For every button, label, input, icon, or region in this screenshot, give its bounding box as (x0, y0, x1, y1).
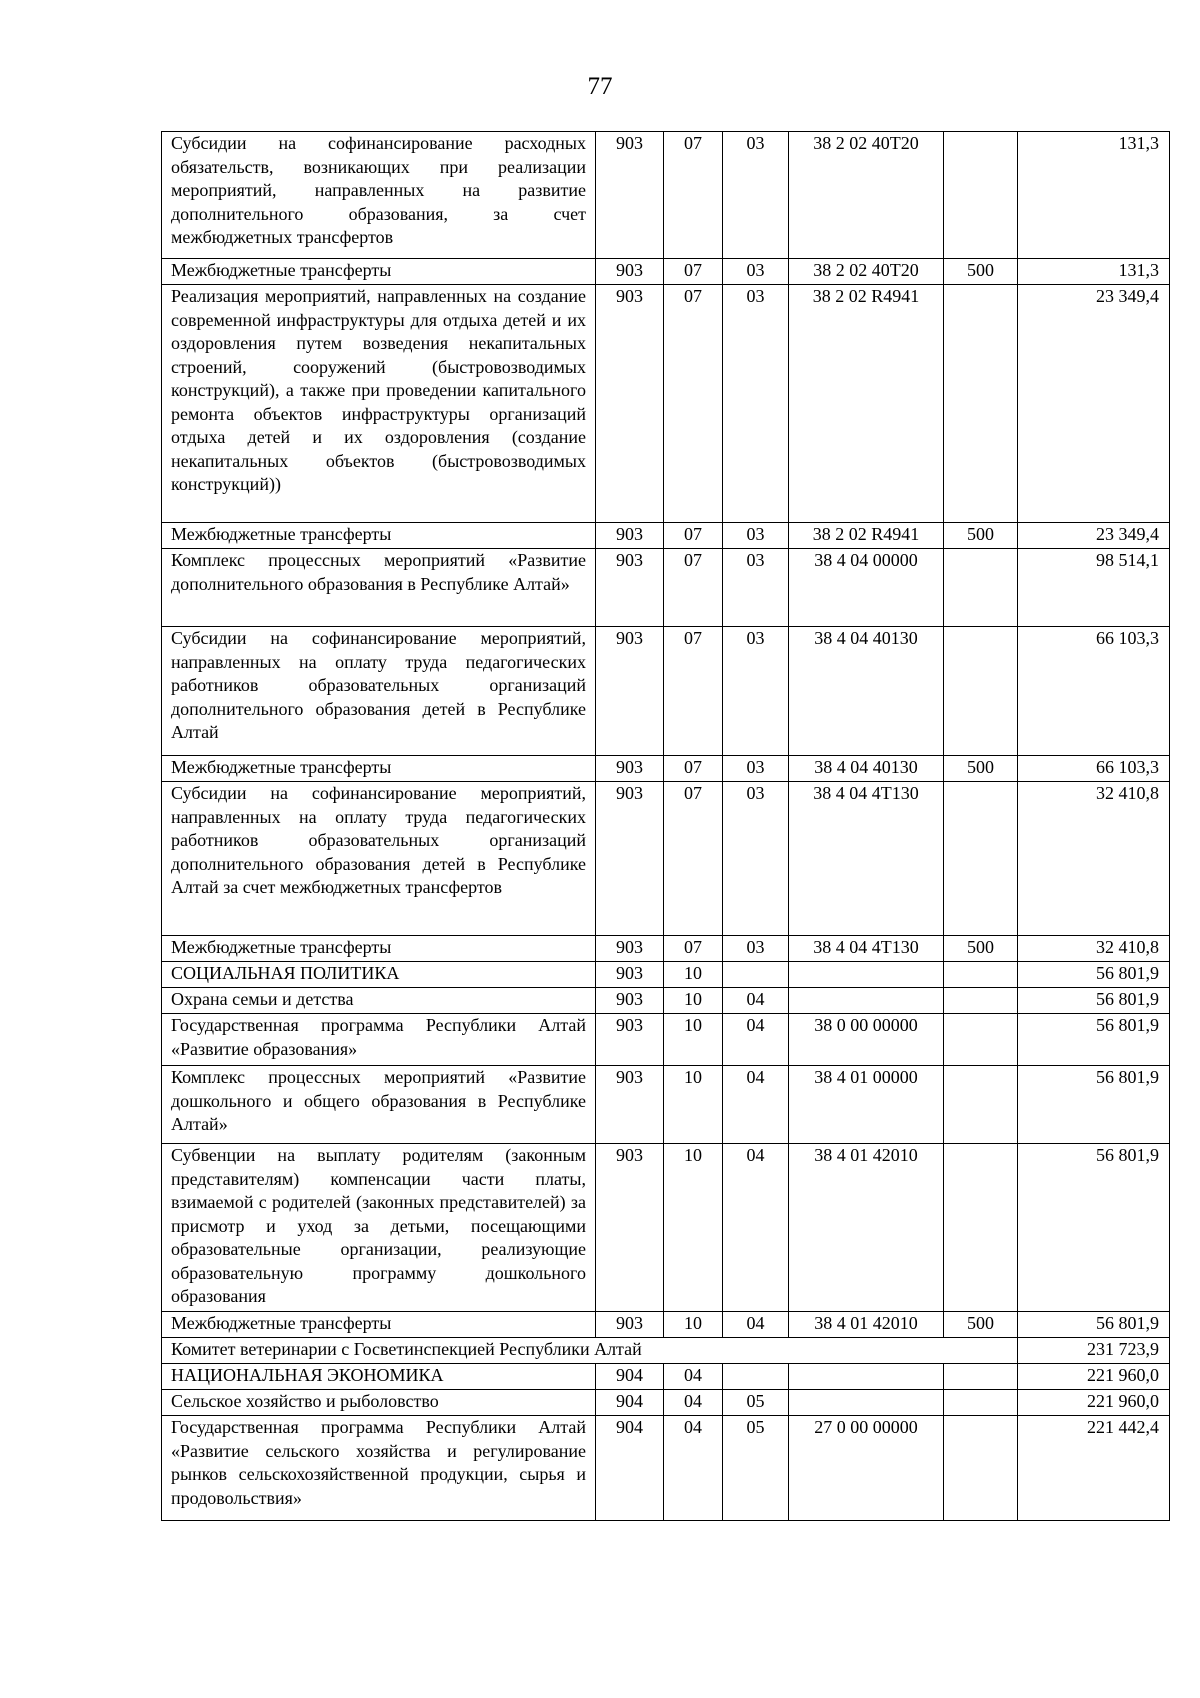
table-row (162, 1312, 1170, 1338)
table-row (162, 627, 1170, 756)
table-row (162, 1390, 1170, 1416)
section-code-cell: 10 (664, 1312, 723, 1338)
section-code-cell: 07 (664, 756, 723, 782)
subsection-code-cell (723, 1364, 789, 1390)
section-code-cell: 10 (664, 1144, 723, 1312)
amount-cell: 131,3 (1018, 132, 1170, 259)
amount-cell: 131,3 (1018, 259, 1170, 285)
expense-type-cell (944, 988, 1018, 1014)
amount-cell: 56 801,9 (1018, 962, 1170, 988)
table-row (162, 549, 1170, 627)
ministry-code-cell: 903 (596, 1066, 664, 1144)
expense-type-cell (944, 1364, 1018, 1390)
section-code-cell: 10 (664, 962, 723, 988)
subsection-code-cell: 05 (723, 1416, 789, 1521)
expense-type-cell (944, 1416, 1018, 1521)
row-name-cell: Межбюджетные трансферты (162, 756, 596, 782)
section-code-cell: 04 (664, 1416, 723, 1521)
table-row (162, 259, 1170, 285)
ministry-code-cell: 904 (596, 1416, 664, 1521)
expense-type-cell: 500 (944, 936, 1018, 962)
table-row (162, 756, 1170, 782)
subsection-code-cell: 03 (723, 285, 789, 523)
row-name-cell: Межбюджетные трансферты (162, 259, 596, 285)
target-article-cell: 38 4 04 4Т130 (789, 936, 944, 962)
expense-type-cell (944, 1066, 1018, 1144)
target-article-cell: 38 4 04 4Т130 (789, 782, 944, 936)
expense-type-cell (944, 782, 1018, 936)
ministry-code-cell: 903 (596, 782, 664, 936)
subsection-code-cell: 04 (723, 988, 789, 1014)
row-name-cell: Реализация мероприятий, направленных на создание современной инфраструктуры для отдыха детей и их оздоровления путем возведения некапитальных строений, сооружений (быстровозводимых конструкций), а также при проведении капитального ремонта объектов инфраструктуры организаций отдыха детей и их оздоровления (создание некапитальных объектов (быстровозводимых конструкций)) (162, 285, 596, 523)
section-code-cell: 07 (664, 259, 723, 285)
table-row (162, 782, 1170, 936)
ministry-code-cell: 903 (596, 549, 664, 627)
table-row (162, 988, 1170, 1014)
table-row (162, 1338, 1170, 1364)
amount-cell: 66 103,3 (1018, 627, 1170, 756)
table-row (162, 962, 1170, 988)
ministry-code-cell: 903 (596, 1312, 664, 1338)
subsection-code-cell: 03 (723, 756, 789, 782)
expense-type-cell: 500 (944, 756, 1018, 782)
target-article-cell: 38 4 04 40130 (789, 756, 944, 782)
target-article-cell: 38 4 04 00000 (789, 549, 944, 627)
subsection-code-cell: 03 (723, 523, 789, 549)
expense-type-cell (944, 1390, 1018, 1416)
target-article-cell: 38 2 02 40Т20 (789, 132, 944, 259)
amount-cell: 56 801,9 (1018, 1066, 1170, 1144)
amount-cell: 221 442,4 (1018, 1416, 1170, 1521)
expense-type-cell (944, 627, 1018, 756)
expense-type-cell: 500 (944, 1312, 1018, 1338)
amount-cell: 66 103,3 (1018, 756, 1170, 782)
section-code-cell: 07 (664, 285, 723, 523)
amount-cell: 221 960,0 (1018, 1390, 1170, 1416)
target-article-cell (789, 1364, 944, 1390)
table-row (162, 132, 1170, 259)
table-row (162, 1014, 1170, 1066)
section-code-cell: 07 (664, 523, 723, 549)
row-name-cell: Сельское хозяйство и рыболовство (162, 1390, 596, 1416)
ministry-code-cell: 903 (596, 523, 664, 549)
subsection-code-cell: 04 (723, 1014, 789, 1066)
row-name-cell: Комплекс процессных мероприятий «Развитие дошкольного и общего образования в Республике Алтай» (162, 1066, 596, 1144)
target-article-cell: 38 4 01 00000 (789, 1066, 944, 1144)
table-row (162, 1364, 1170, 1390)
subsection-code-cell: 03 (723, 132, 789, 259)
row-name-cell: Комитет ветеринарии с Госветинспекцией Республики Алтай (162, 1338, 1018, 1364)
section-code-cell: 10 (664, 988, 723, 1014)
row-name-cell: Субсидии на софинансирование мероприятий, направленных на оплату труда педагогических работников образовательных организаций дополнительного образования детей в Республике Алтай за счет межбюджетных трансфертов (162, 782, 596, 936)
ministry-code-cell: 903 (596, 988, 664, 1014)
ministry-code-cell: 903 (596, 285, 664, 523)
ministry-code-cell: 904 (596, 1364, 664, 1390)
ministry-code-cell: 903 (596, 1144, 664, 1312)
expense-type-cell (944, 962, 1018, 988)
row-name-cell: Субвенции на выплату родителям (законным представителям) компенсации части платы, взимаемой с родителей (законных представителей) за присмотр и уход за детьми, посещающими образовательные организации, реализующие образовательную программу дошкольного образования (162, 1144, 596, 1312)
ministry-code-cell: 903 (596, 756, 664, 782)
row-name-cell: Субсидии на софинансирование мероприятий, направленных на оплату труда педагогических работников образовательных организаций дополнительного образования детей в Республике Алтай (162, 627, 596, 756)
subsection-code-cell: 04 (723, 1066, 789, 1144)
amount-cell: 23 349,4 (1018, 285, 1170, 523)
subsection-code-cell: 05 (723, 1390, 789, 1416)
table-row (162, 1066, 1170, 1144)
ministry-code-cell: 903 (596, 259, 664, 285)
subsection-code-cell: 04 (723, 1312, 789, 1338)
target-article-cell (789, 1390, 944, 1416)
amount-cell: 56 801,9 (1018, 988, 1170, 1014)
section-code-cell: 07 (664, 549, 723, 627)
amount-cell: 56 801,9 (1018, 1014, 1170, 1066)
table-row (162, 523, 1170, 549)
row-name-cell: Межбюджетные трансферты (162, 523, 596, 549)
table-row (162, 1416, 1170, 1521)
row-name-cell: Межбюджетные трансферты (162, 936, 596, 962)
amount-cell: 23 349,4 (1018, 523, 1170, 549)
row-name-cell: Государственная программа Республики Алтай «Развитие образования» (162, 1014, 596, 1066)
amount-cell: 32 410,8 (1018, 936, 1170, 962)
subsection-code-cell: 03 (723, 259, 789, 285)
expense-type-cell: 500 (944, 259, 1018, 285)
budget-table (161, 131, 1170, 1521)
ministry-code-cell: 903 (596, 962, 664, 988)
subsection-code-cell: 03 (723, 627, 789, 756)
target-article-cell: 38 4 01 42010 (789, 1144, 944, 1312)
expense-type-cell: 500 (944, 523, 1018, 549)
target-article-cell: 38 2 02 R4941 (789, 285, 944, 523)
section-code-cell: 04 (664, 1364, 723, 1390)
budget-table-body (162, 132, 1170, 1521)
row-name-cell: Межбюджетные трансферты (162, 1312, 596, 1338)
amount-cell: 98 514,1 (1018, 549, 1170, 627)
ministry-code-cell: 903 (596, 1014, 664, 1066)
expense-type-cell (944, 285, 1018, 523)
ministry-code-cell: 903 (596, 936, 664, 962)
subsection-code-cell (723, 962, 789, 988)
table-row (162, 285, 1170, 523)
target-article-cell (789, 962, 944, 988)
target-article-cell: 38 0 00 00000 (789, 1014, 944, 1066)
amount-cell: 56 801,9 (1018, 1144, 1170, 1312)
subsection-code-cell: 04 (723, 1144, 789, 1312)
target-article-cell (789, 988, 944, 1014)
expense-type-cell (944, 1144, 1018, 1312)
row-name-cell: Субсидии на софинансирование расходных обязательств, возникающих при реализации мероприятий, направленных на развитие дополнительного образования, за счет межбюджетных трансфертов (162, 132, 596, 259)
target-article-cell: 38 2 02 R4941 (789, 523, 944, 549)
ministry-code-cell: 904 (596, 1390, 664, 1416)
row-name-cell: Охрана семьи и детства (162, 988, 596, 1014)
target-article-cell: 27 0 00 00000 (789, 1416, 944, 1521)
target-article-cell: 38 2 02 40Т20 (789, 259, 944, 285)
table-row (162, 1144, 1170, 1312)
section-code-cell: 07 (664, 627, 723, 756)
target-article-cell: 38 4 01 42010 (789, 1312, 944, 1338)
subsection-code-cell: 03 (723, 782, 789, 936)
row-name-cell: НАЦИОНАЛЬНАЯ ЭКОНОМИКА (162, 1364, 596, 1390)
subsection-code-cell: 03 (723, 549, 789, 627)
page-number: 77 (587, 73, 613, 100)
ministry-code-cell: 903 (596, 627, 664, 756)
target-article-cell: 38 4 04 40130 (789, 627, 944, 756)
table-row (162, 936, 1170, 962)
section-code-cell: 07 (664, 936, 723, 962)
expense-type-cell (944, 1014, 1018, 1066)
amount-cell: 56 801,9 (1018, 1312, 1170, 1338)
subsection-code-cell: 03 (723, 936, 789, 962)
amount-cell: 231 723,9 (1018, 1338, 1170, 1364)
section-code-cell: 07 (664, 782, 723, 936)
section-code-cell: 10 (664, 1066, 723, 1144)
ministry-code-cell: 903 (596, 132, 664, 259)
amount-cell: 221 960,0 (1018, 1364, 1170, 1390)
expense-type-cell (944, 132, 1018, 259)
section-code-cell: 10 (664, 1014, 723, 1066)
row-name-cell: СОЦИАЛЬНАЯ ПОЛИТИКА (162, 962, 596, 988)
section-code-cell: 07 (664, 132, 723, 259)
expense-type-cell (944, 549, 1018, 627)
row-name-cell: Государственная программа Республики Алтай «Развитие сельского хозяйства и регулирование рынков сельскохозяйственной продукции, сырья и продовольствия» (162, 1416, 596, 1521)
row-name-cell: Комплекс процессных мероприятий «Развитие дополнительного образования в Республике Алтай» (162, 549, 596, 627)
section-code-cell: 04 (664, 1390, 723, 1416)
amount-cell: 32 410,8 (1018, 782, 1170, 936)
